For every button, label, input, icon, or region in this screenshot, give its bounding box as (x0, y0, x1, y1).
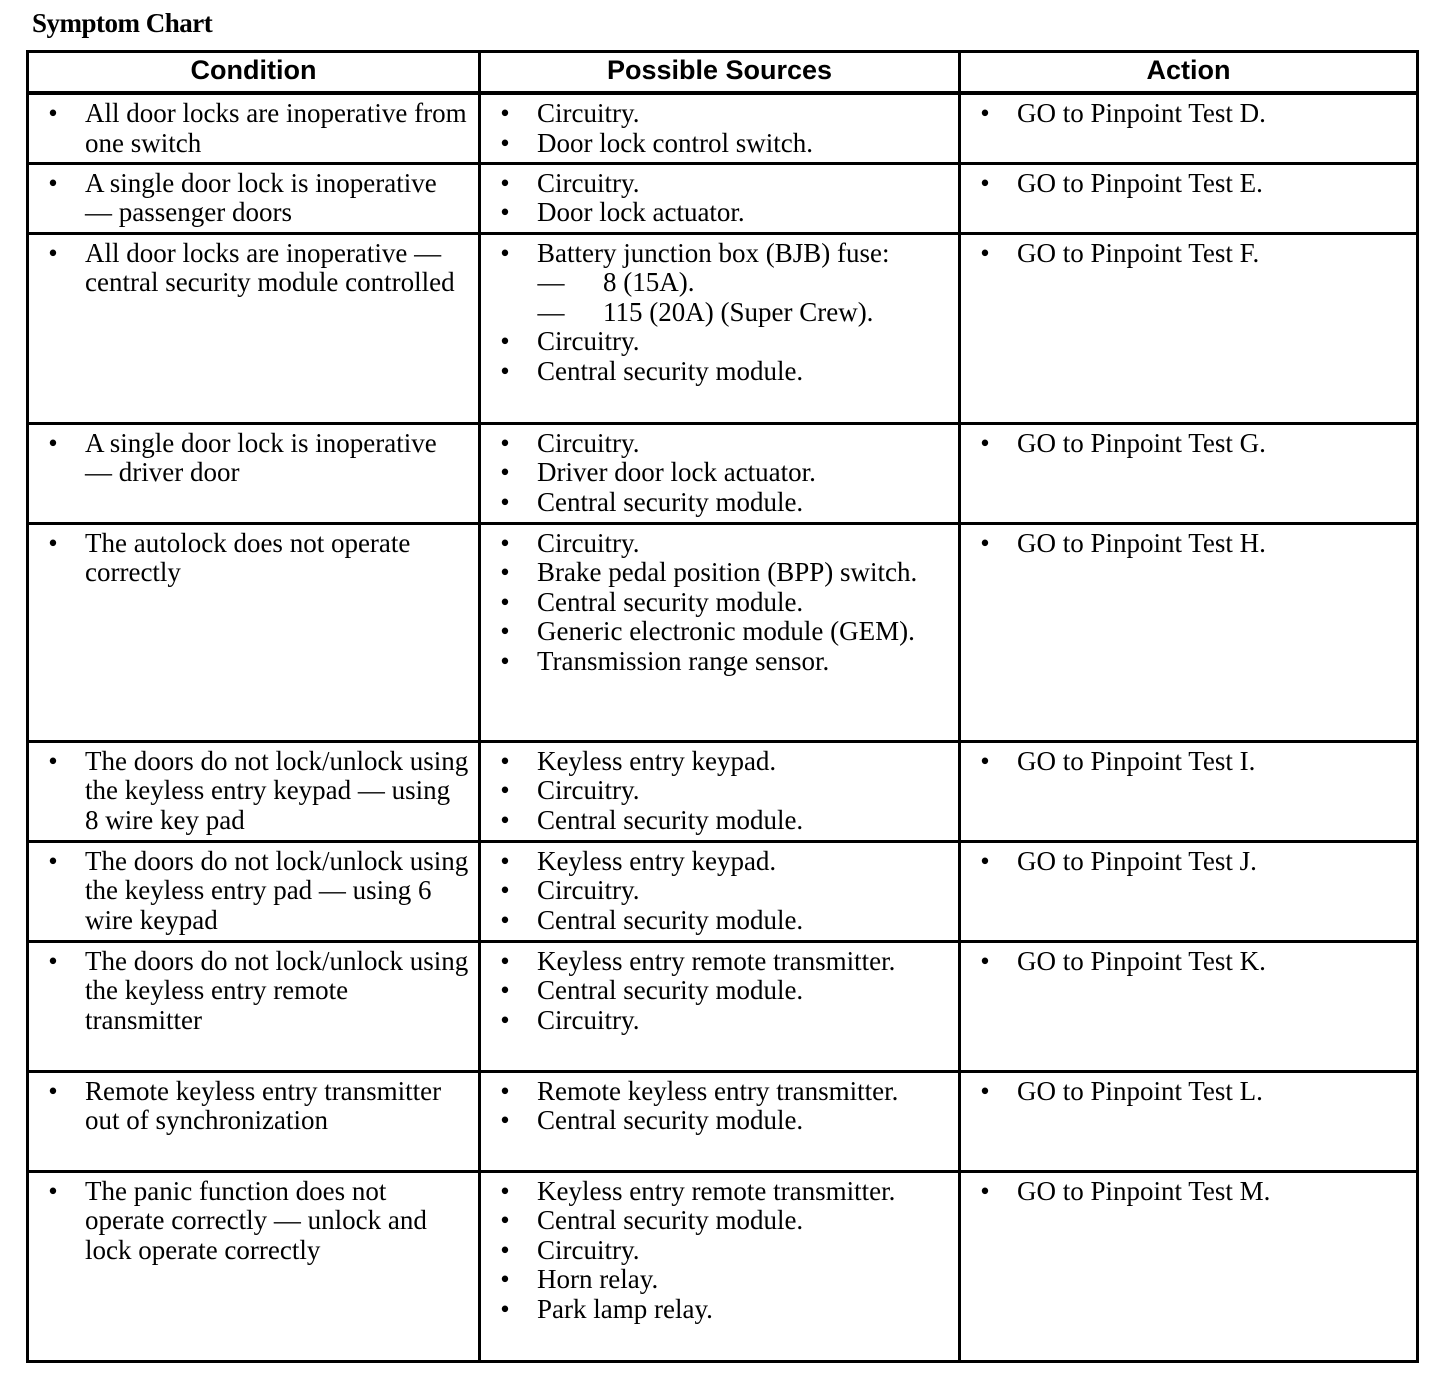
source-item: • Door lock actuator. (491, 198, 950, 228)
action-text: • GO to Pinpoint Test L. (971, 1077, 1408, 1107)
source-item: • Circuitry. (491, 1006, 950, 1036)
action-text: • GO to Pinpoint Test D. (971, 99, 1408, 129)
condition-cell (28, 1171, 480, 1361)
sources-cell (480, 1171, 960, 1361)
source-item: • Generic electronic module (GEM). (491, 617, 950, 647)
header-row (28, 52, 1418, 94)
sources-cell (480, 163, 960, 233)
condition-text: • All door locks are inoperative from one switch (39, 99, 470, 158)
condition-cell (28, 93, 480, 163)
table-row (28, 941, 1418, 1071)
source-item: • Circuitry. (491, 776, 950, 806)
action-cell (960, 941, 1418, 1071)
table-row (28, 1071, 1418, 1171)
condition-cell (28, 1071, 480, 1171)
source-item: • Central security module. (491, 1106, 950, 1136)
source-item: • Circuitry. (491, 99, 950, 129)
source-item: • Circuitry. (491, 429, 950, 459)
condition-cell (28, 233, 480, 423)
sources-cell (480, 523, 960, 741)
source-item: • Circuitry. (491, 1236, 950, 1266)
source-item-text: Battery junction box (BJB) fuse: (537, 237, 890, 268)
table-row (28, 523, 1418, 741)
source-item: • Circuitry. (491, 327, 950, 357)
table-row (28, 741, 1418, 841)
condition-text: • All door locks are inoperative — central security module controlled (39, 239, 470, 298)
condition-cell (28, 841, 480, 941)
sources-cell (480, 233, 960, 423)
table-row (28, 163, 1418, 233)
source-item: • Keyless entry keypad. (491, 847, 950, 877)
action-text: • GO to Pinpoint Test K. (971, 947, 1408, 977)
action-text: • GO to Pinpoint Test I. (971, 747, 1408, 777)
source-item: • Driver door lock actuator. (491, 458, 950, 488)
sources-cell (480, 741, 960, 841)
source-item: • Central security module. (491, 906, 950, 936)
page-title: Symptom Chart (32, 8, 213, 38)
action-cell (960, 523, 1418, 741)
table-row (28, 423, 1418, 523)
condition-text: • The doors do not lock/unlock using the keyless entry keypad — using 8 wire key pad (39, 747, 470, 836)
source-item: • Circuitry. (491, 169, 950, 199)
header-condition: Condition (28, 52, 480, 94)
action-cell (960, 1171, 1418, 1361)
source-item: • Horn relay. (491, 1265, 950, 1295)
condition-text: • A single door lock is inoperative — passenger doors (39, 169, 470, 228)
source-item: • Keyless entry keypad. (491, 747, 950, 777)
condition-text: • A single door lock is inoperative — driver door (39, 429, 470, 488)
condition-text: • The autolock does not operate correctly (39, 529, 470, 588)
action-cell (960, 163, 1418, 233)
source-item: • Brake pedal position (BPP) switch. (491, 558, 950, 588)
condition-text: • Remote keyless entry transmitter out of synchronization (39, 1077, 470, 1136)
action-text: • GO to Pinpoint Test M. (971, 1177, 1408, 1207)
header-action: Action (960, 52, 1418, 94)
source-item: • Park lamp relay. (491, 1295, 950, 1325)
sources-cell (480, 423, 960, 523)
source-item: • Transmission range sensor. (491, 647, 950, 677)
condition-text: • The panic function does not operate correctly — unlock and lock operate correctly (39, 1177, 470, 1266)
sources-cell (480, 941, 960, 1071)
sources-cell (480, 93, 960, 163)
action-text: • GO to Pinpoint Test F. (971, 239, 1408, 269)
sources-cell (480, 841, 960, 941)
source-item: • Central security module. (491, 1206, 950, 1236)
source-item: • Central security module. (491, 806, 950, 836)
action-text: • GO to Pinpoint Test J. (971, 847, 1408, 877)
header-possible-sources: Possible Sources (480, 52, 960, 94)
action-text: • GO to Pinpoint Test G. (971, 429, 1408, 459)
sources-cell (480, 1071, 960, 1171)
action-text: • GO to Pinpoint Test H. (971, 529, 1408, 559)
condition-text: • The doors do not lock/unlock using the keyless entry pad — using 6 wire keypad (39, 847, 470, 936)
condition-cell (28, 741, 480, 841)
action-cell (960, 1071, 1418, 1171)
fuse-sublist (537, 268, 950, 327)
action-text: • GO to Pinpoint Test E. (971, 169, 1408, 199)
source-item: • Door lock control switch. (491, 129, 950, 159)
condition-cell (28, 941, 480, 1071)
action-cell (960, 741, 1418, 841)
action-cell (960, 93, 1418, 163)
source-item: • Circuitry. (491, 529, 950, 559)
source-item: • Central security module. (491, 357, 950, 387)
table-row (28, 233, 1418, 423)
source-item: • Central security module. (491, 976, 950, 1006)
source-item: • Keyless entry remote transmitter. (491, 947, 950, 977)
action-cell (960, 423, 1418, 523)
table-row (28, 841, 1418, 941)
symptom-table (26, 50, 1419, 1363)
source-item: • Central security module. (491, 488, 950, 518)
source-item: • Central security module. (491, 588, 950, 618)
table-row (28, 1171, 1418, 1361)
fuse-item: — 8 (15A). (537, 268, 950, 298)
fuse-item: — 115 (20A) (Super Crew). (537, 298, 950, 328)
condition-cell (28, 523, 480, 741)
source-item: • Remote keyless entry transmitter. (491, 1077, 950, 1107)
source-item: • Keyless entry remote transmitter. (491, 1177, 950, 1207)
action-cell (960, 233, 1418, 423)
condition-text: • The doors do not lock/unlock using the keyless entry remote transmitter (39, 947, 470, 1036)
action-cell (960, 841, 1418, 941)
source-item (491, 239, 950, 328)
condition-cell (28, 423, 480, 523)
table-row (28, 93, 1418, 163)
condition-cell (28, 163, 480, 233)
source-item: • Circuitry. (491, 876, 950, 906)
